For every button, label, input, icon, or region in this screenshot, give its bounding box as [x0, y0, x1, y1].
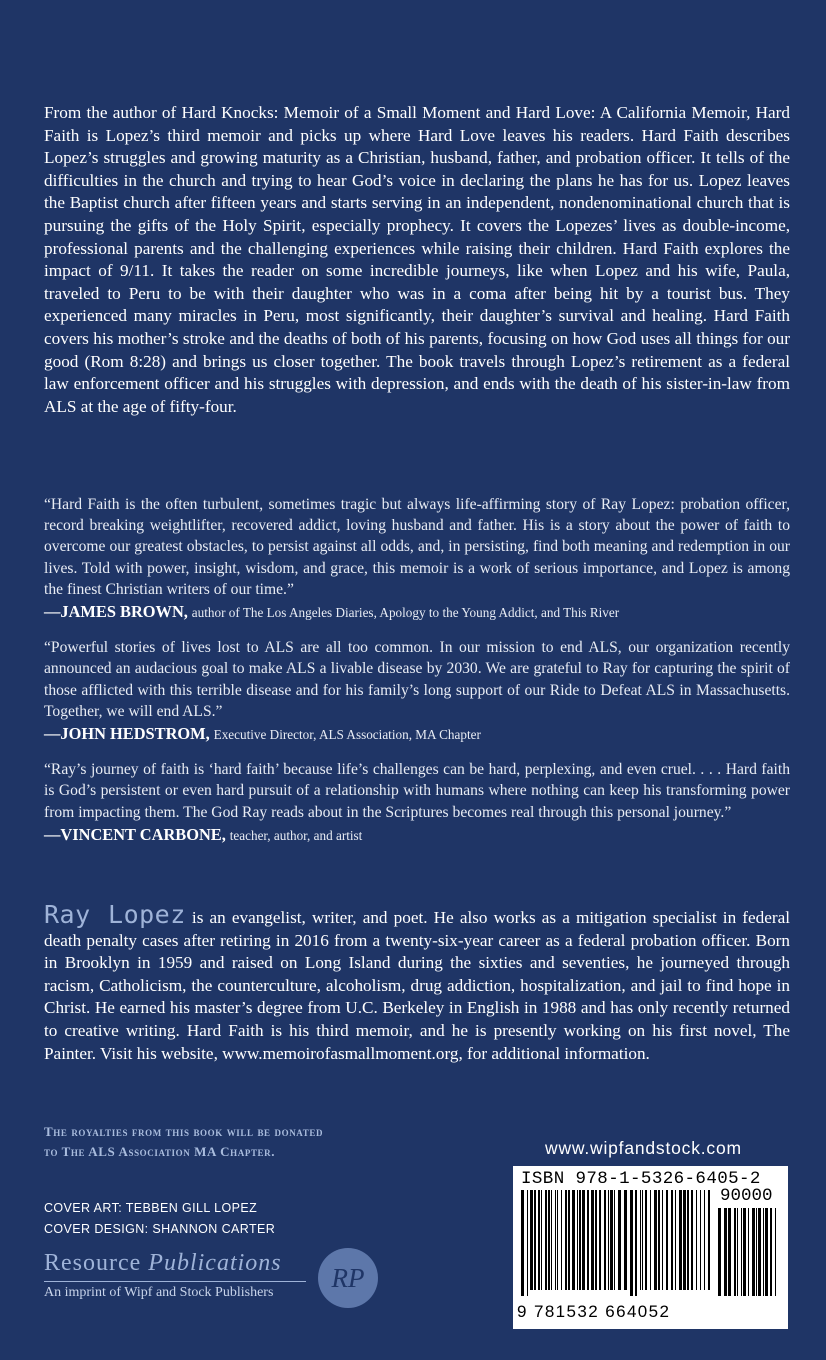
- barcode-bar: [728, 1208, 731, 1296]
- barcode-bar: [561, 1190, 562, 1290]
- cover-art-credit: COVER ART: TEBBEN GILL LOPEZ: [44, 1201, 258, 1215]
- barcode-bar: [758, 1208, 761, 1296]
- barcode-bar: [555, 1190, 556, 1290]
- barcode-bar: [630, 1190, 633, 1296]
- bio-paragraph: [44, 900, 790, 1065]
- barcode-bar: [658, 1190, 660, 1290]
- endorsements-section: [44, 494, 790, 860]
- author-name: Ray Lopez: [44, 900, 186, 929]
- barcode-bar: [743, 1208, 746, 1296]
- barcode-bar: [640, 1190, 641, 1290]
- barcode-bar: [635, 1190, 637, 1296]
- barcode-bar: [624, 1190, 627, 1290]
- barcode-bar: [541, 1190, 542, 1290]
- endorsement: [44, 637, 790, 745]
- barcode-bar: [551, 1190, 552, 1290]
- barcode-bar: [557, 1190, 558, 1290]
- endorsement-quote: “Powerful stories of lives lost to ALS are all too common. In our mission to end ALS, our organization recently announced an audacious goal to make ALS a livable disease by 2030. We are grateful to Ray for capturing the spirit of those afflicted with this terrible disease and for his family’s long support of our Ride to Defeat ALS in Massachusetts. Together, we will end ALS.”: [44, 639, 790, 720]
- barcode-bar: [534, 1190, 536, 1290]
- barcode-bar: [687, 1190, 689, 1290]
- ean-digits: 9 781532 664052: [517, 1302, 671, 1321]
- barcode-bar: [696, 1190, 697, 1290]
- barcode-bar: [545, 1190, 547, 1290]
- barcode-bar: [700, 1190, 701, 1290]
- endorsement-attribution: [44, 723, 790, 745]
- barcode-bar: [548, 1190, 550, 1290]
- barcode-bar: [734, 1208, 736, 1296]
- barcode-bar: [741, 1208, 742, 1296]
- endorsement-quote: “Ray’s journey of faith is ‘hard faith’ because life’s challenges can be hard, perplexing, and even cruel. . . . Hard faith is God’s persistent or even hard pursuit of a relationship with humans where nothing can keep his transforming power from impacting them. The God Ray reads about in the Scriptures becomes real through this personal journey.”: [44, 761, 790, 821]
- barcode-bar: [756, 1208, 757, 1296]
- endorsement-attribution: [44, 824, 790, 846]
- barcode-bar: [572, 1190, 575, 1290]
- publisher-name-plain: Resource: [44, 1250, 149, 1276]
- barcode-bar: [662, 1190, 663, 1290]
- barcode-bar: [530, 1190, 533, 1290]
- barcode-bars-icon: [521, 1190, 713, 1300]
- cover-credits: [44, 1198, 275, 1240]
- book-description: [44, 102, 790, 418]
- isbn-barcode: [513, 1166, 788, 1329]
- endorser-description: author of The Los Angeles Diaries, Apology to the Young Addict, and This River: [191, 605, 620, 621]
- endorser-description: Executive Director, ALS Association, MA Chapter: [213, 727, 481, 743]
- barcode-bar: [521, 1190, 524, 1296]
- barcode-bar: [765, 1208, 768, 1296]
- royalties-notice: [44, 1122, 464, 1162]
- barcode-bar: [568, 1190, 570, 1290]
- barcode-bar: [708, 1190, 710, 1290]
- publisher-divider: [44, 1281, 306, 1282]
- barcode-bar: [645, 1190, 647, 1290]
- barcode-bar: [724, 1208, 727, 1296]
- barcode-bar: [763, 1208, 764, 1296]
- description-text: From the author of Hard Knocks: Memoir of a Small Moment and Hard Love: A California Memoir, Hard Faith is Lopez’s third memoir and picks up where Hard Love leaves his readers. Hard Faith describes Lopez’s struggles and growing maturity as a Christian, husband, father, and probation officer. It tells of the difficulties in the church and trying to hear God’s voice in declaring the plans he has for us. Lopez leaves the Baptist church after fifteen years and starts serving in an independent, nondenominational church that is pursuing the gifts of the Holy Spirit, especially prophecy. It covers the Lopezes’ lives as double-income, professional parents and the challenging experiences while raising their children. Hard Faith explores the impact of 9/11. It takes the reader on some incredible journeys, like when Lopez and his wife, Paula, traveled to Peru to be with their daughter who was in a coma after being hit by a tourist bus. They experienced many miracles in Peru, most significantly, their daughter’s survival and healing. Hard Faith covers his mother’s stroke and the deaths of both of his parents, focusing on how God uses all things for our good (Rom 8:28) and brings us closer together. The book travels through Lopez’s retirement as a federal law enforcement officer and his struggles with depression, and ends with the death of his sister-in-law from ALS at the age of fifty-four.: [44, 103, 790, 416]
- barcode-bar: [679, 1190, 682, 1290]
- endorser-name: —JAMES BROWN,: [44, 602, 188, 622]
- rp-logo-icon: RP: [318, 1248, 378, 1308]
- endorser-description: teacher, author, and artist: [229, 827, 363, 843]
- barcode-bar: [582, 1190, 585, 1290]
- endorser-name: —JOHN HEDSTROM,: [44, 724, 210, 744]
- endorsement-quote: “Hard Faith is the often turbulent, sometimes tragic but always life-affirming story of Ray Lopez: probation officer, record breaking weightlifter, recovered addict, loving husband and father. His is a story about the power of faith to overcome our greatest obstacles, to persist against all odds, and, in persisting, find both meaning and redemption in our lives. Told with power, insight, wisdom, and grace, this memoir is a work of serious importance, and Lopez is among the finest Christian writers of our time.”: [44, 496, 790, 598]
- publisher-name-italic: Publications: [148, 1250, 282, 1276]
- publisher-website: www.wipfandstock.com: [545, 1138, 742, 1158]
- bio-text: is an evangelist, writer, and poet. He also works as a mitigation specialist in federal death penalty cases after retiring in 2016 from a twenty-six-year career as a federal probation officer. Born in Brooklyn in 1959 and raised on Long Island during the sixties and seventies, he journeyed through racism, Catholicism, the counterculture, alcoholism, drug addiction, hospitalization, and jail to find hope in Christ. He earned his master’s degree from U.C. Berkeley in English in 1988 and has only recently returned to creative writing. Hard Faith is his third memoir, and he is presently working on his first novel, The Painter. Visit his website, www.memoirofasmallmoment.org, for additional information.: [44, 908, 790, 1063]
- cover-design-credit: COVER DESIGN: SHANNON CARTER: [44, 1222, 276, 1236]
- barcode-bar: [683, 1190, 686, 1290]
- barcode-bar: [595, 1190, 597, 1290]
- endorser-name: —VINCENT CARBONE,: [44, 824, 226, 844]
- barcode-bar: [565, 1190, 567, 1290]
- barcode-bar: [675, 1190, 676, 1290]
- barcode-bar: [650, 1190, 651, 1290]
- barcode-bar: [608, 1190, 609, 1290]
- barcode-addon-bars-icon: [718, 1208, 780, 1300]
- barcode-bar: [671, 1190, 673, 1290]
- barcode-bar: [737, 1208, 738, 1296]
- barcode-bar: [691, 1190, 693, 1290]
- publisher-name: [44, 1250, 282, 1277]
- barcode-bar: [666, 1190, 668, 1290]
- endorsement-attribution: [44, 601, 790, 623]
- barcode-bar: [642, 1190, 643, 1290]
- barcode-bar: [538, 1190, 540, 1290]
- barcode-bar: [610, 1190, 613, 1290]
- barcode-bar: [748, 1208, 749, 1296]
- barcode-bar: [599, 1190, 601, 1290]
- publisher-imprint: An imprint of Wipf and Stock Publishers: [44, 1285, 274, 1300]
- barcode-bar: [618, 1190, 621, 1290]
- barcode-bar: [654, 1190, 657, 1290]
- price-code: 90000: [720, 1186, 773, 1206]
- barcode-bar: [614, 1190, 615, 1290]
- royalties-line: The royalties from this book will be donated: [44, 1124, 324, 1139]
- barcode-bar: [775, 1208, 776, 1296]
- barcode-bar: [704, 1190, 705, 1290]
- endorsement: [44, 759, 790, 846]
- author-bio: [44, 900, 790, 1065]
- royalties-line: to The ALS Association MA Chapter.: [44, 1144, 276, 1159]
- barcode-bar: [770, 1208, 772, 1296]
- barcode-bar: [591, 1190, 594, 1290]
- barcode-bar: [604, 1190, 606, 1290]
- endorsement: [44, 494, 790, 623]
- barcode-bar: [587, 1190, 589, 1290]
- barcode-bar: [752, 1208, 755, 1296]
- barcode-bar: [527, 1190, 528, 1296]
- barcode-bar: [577, 1190, 578, 1290]
- isbn-number: ISBN 978-1-5326-6405-2: [521, 1169, 761, 1189]
- barcode-bar: [579, 1190, 581, 1290]
- publisher-logo: [44, 1250, 384, 1310]
- barcode-bar: [718, 1208, 721, 1296]
